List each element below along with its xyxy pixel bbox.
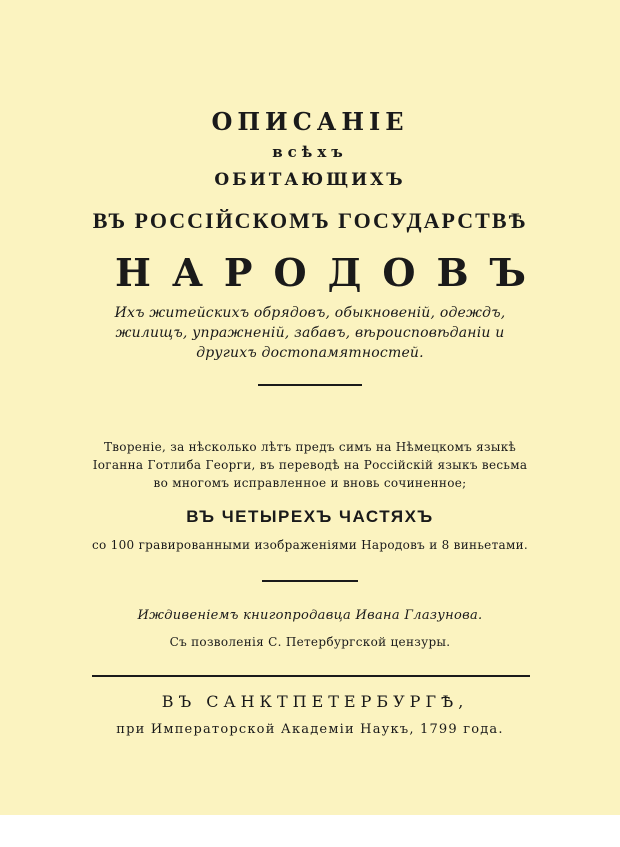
divider-long <box>92 675 530 677</box>
censorship-line: Съ позволенія С. Петербургской цензуры. <box>169 635 451 649</box>
divider-short-middle <box>262 580 358 582</box>
divider-short-top <box>258 384 362 386</box>
imprint-press: при Императорской Академіи Наукъ, 1799 года. <box>116 722 504 737</box>
title-line-peoples: НАРОДОВЪ <box>115 250 547 295</box>
body-line-2: Іоганна Готлиба Георги, въ переводѣ на Россійскій языкъ весьма <box>92 458 528 472</box>
engravings-note: со 100 гравированными изображеніями Народовъ и 8 виньетами. <box>91 538 529 552</box>
title-line-russian-state: ВЪ РОССІЙСКОМЪ ГОСУДАРСТВѢ <box>92 208 528 233</box>
description-line-2: жилищъ, упражненій, забавъ, вѣроисповѣданіи и <box>115 325 505 341</box>
imprint-city: ВЪ САНКТПЕТЕРБУРГѢ, <box>161 692 469 711</box>
four-parts-heading: ВЪ ЧЕТЫРЕХЪ ЧАСТЯХЪ <box>186 507 434 526</box>
title-line-all: всѣхъ <box>272 143 348 161</box>
title-line-description: ОПИСАНІЕ <box>211 107 409 136</box>
description-line-3: другихъ достопамятностей. <box>196 345 424 361</box>
publisher-line: Иждивеніемъ книгопродавца Ивана Глазунова. <box>137 608 483 623</box>
title-line-inhabiting: ОБИТАЮЩИХЪ <box>214 170 406 190</box>
description-line-1: Ихъ житейскихъ обрядовъ, обыкновеній, одеждъ, <box>114 305 506 321</box>
body-line-3: во многомъ исправленное и вновь сочиненное; <box>153 476 467 490</box>
body-line-1: Твореніе, за нѣсколько лѣтъ предъ симъ на Нѣмецкомъ языкѣ <box>103 440 517 454</box>
